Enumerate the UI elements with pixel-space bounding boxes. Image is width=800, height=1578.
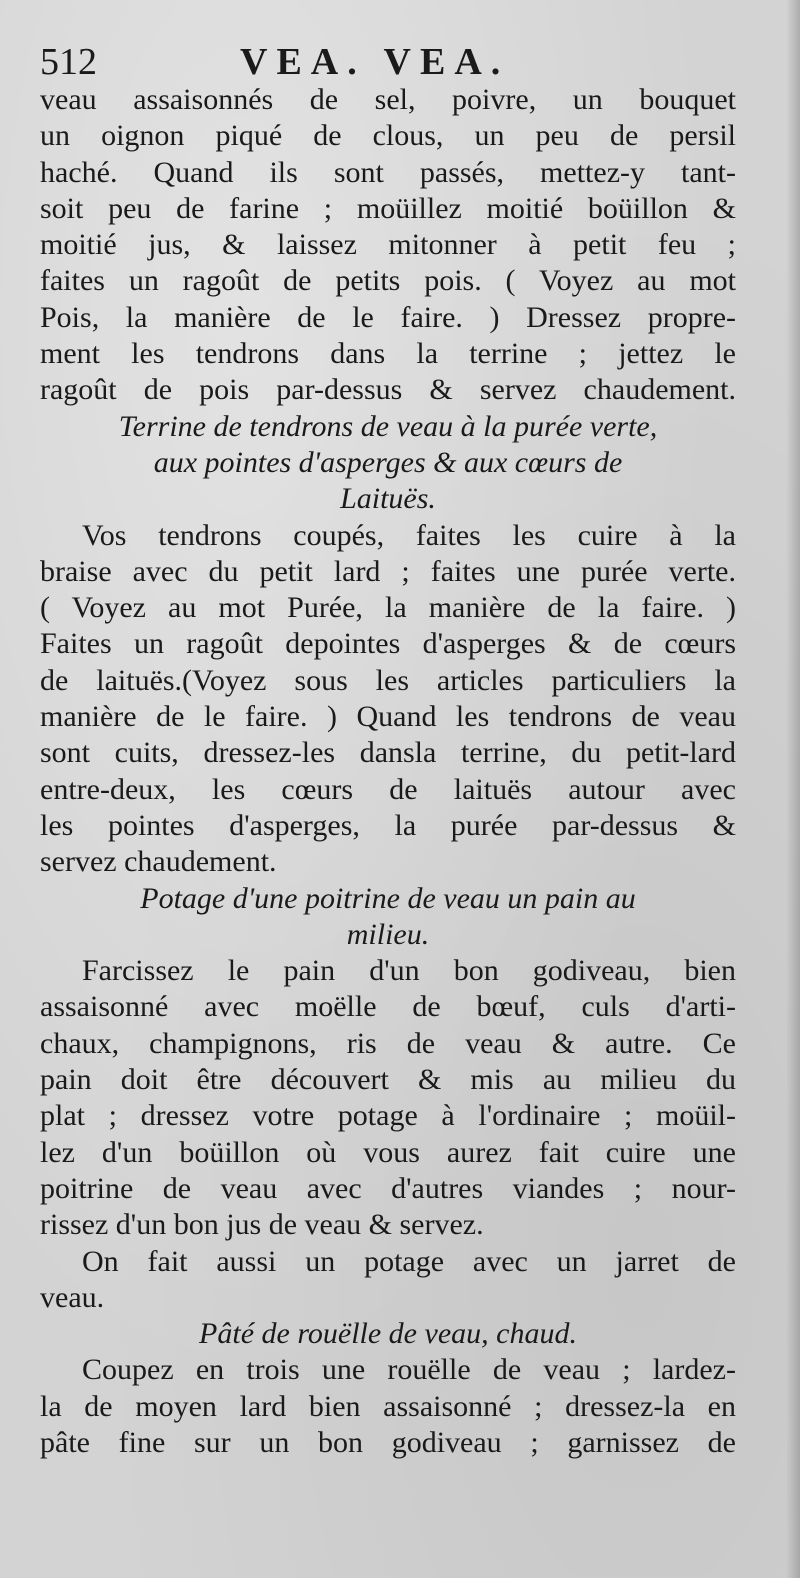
text-line: soit peu de farine ; moüillez moitié boüillon & bbox=[40, 191, 736, 225]
text-line: servez chaudement. bbox=[40, 845, 277, 879]
text-line: entre-deux, les cœurs de laituës autour avec bbox=[40, 772, 736, 806]
text-line: braise avec du petit lard ; faites une purée verte. bbox=[40, 554, 736, 588]
text-line: moitié jus, & laissez mitonner à petit feu ; bbox=[40, 228, 736, 262]
section-heading-line: Laituës. bbox=[340, 482, 436, 516]
text-line: veau assaisonnés de sel, poivre, un bouquet bbox=[40, 83, 736, 116]
text-line: ragoût de pois par-dessus & servez chaudement. bbox=[40, 373, 736, 407]
paragraph-first-line: Vos tendrons coupés, faites les cuire à la bbox=[82, 518, 736, 552]
page-body bbox=[40, 82, 736, 1461]
paragraph-first-line: Farcissez le pain d'un bon godiveau, bien bbox=[82, 954, 736, 988]
section-heading-line: aux pointes d'asperges & aux cœurs de bbox=[153, 445, 623, 479]
text-line: la de moyen lard bien assaisonné ; dressez-la en bbox=[40, 1389, 736, 1423]
text-line: poitrine de veau avec d'autres viandes ; nour- bbox=[40, 1171, 736, 1205]
text-line: de laituës.(Voyez sous les articles particuliers la bbox=[40, 663, 736, 697]
text-line: un oignon piqué de clous, un peu de persil bbox=[40, 119, 736, 153]
page-gutter-shadow bbox=[786, 0, 800, 1578]
running-head: VEA. VEA. bbox=[240, 41, 510, 83]
text-line: chaux, champignons, ris de veau & autre. Ce bbox=[40, 1026, 736, 1060]
text-line: assaisonné avec moëlle de bœuf, culs d'arti- bbox=[40, 990, 736, 1024]
paragraph-first-line: Coupez en trois une rouëlle de veau ; lardez- bbox=[82, 1353, 736, 1387]
page-header bbox=[40, 38, 620, 86]
text-line: Pois, la manière de le faire. ) Dressez propre- bbox=[40, 300, 736, 334]
text-line: plat ; dressez votre potage à l'ordinaire ; moüil- bbox=[40, 1099, 736, 1133]
text-line: ment les tendrons dans la terrine ; jettez le bbox=[40, 337, 736, 371]
text-line: sont cuits, dressez-les dansla terrine, du petit-lard bbox=[40, 736, 736, 770]
text-line: Faites un ragoût depointes d'asperges & de cœurs bbox=[40, 627, 736, 661]
text-line: rissez d'un bon jus de veau & servez. bbox=[40, 1208, 484, 1242]
text-line: haché. Quand ils sont passés, mettez-y tant- bbox=[40, 155, 736, 189]
section-heading-line: Terrine de tendrons de veau à la purée verte, bbox=[118, 409, 658, 443]
paragraph-first-line: On fait aussi un potage avec un jarret de bbox=[82, 1244, 736, 1278]
page-number: 512 bbox=[40, 41, 97, 83]
section-heading-line: Potage d'une poitrine de veau un pain au bbox=[140, 881, 636, 915]
text-line: les pointes d'asperges, la purée par-dessus & bbox=[40, 808, 736, 842]
text-line: lez d'un boüillon où vous aurez fait cuire une bbox=[40, 1135, 736, 1169]
text-line: manière de le faire. ) Quand les tendrons de veau bbox=[40, 700, 736, 734]
text-line: faites un ragoût de petits pois. ( Voyez au mot bbox=[40, 264, 736, 298]
text-line: pâte fine sur un bon godiveau ; garnissez de bbox=[40, 1425, 736, 1459]
text-line: pain doit être découvert & mis au milieu du bbox=[40, 1063, 736, 1097]
text-line: ( Voyez au mot Purée, la manière de la faire. ) bbox=[40, 591, 736, 625]
section-heading-line: Pâté de rouëlle de veau, chaud. bbox=[199, 1317, 577, 1351]
section-heading-line: milieu. bbox=[346, 917, 430, 951]
text-line: veau. bbox=[40, 1280, 105, 1314]
